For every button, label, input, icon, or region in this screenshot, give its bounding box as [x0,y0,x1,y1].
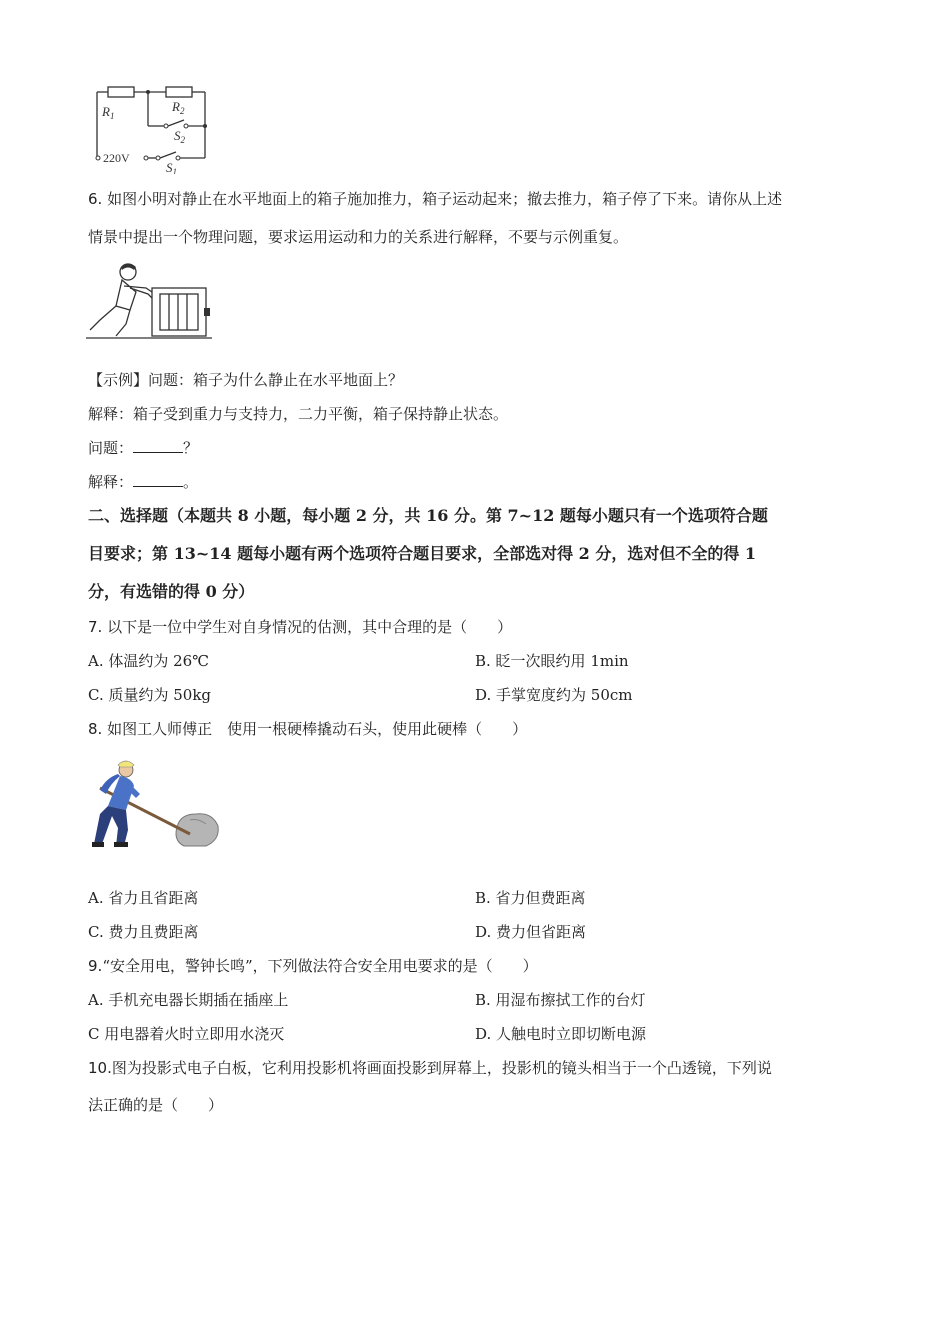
q6-answer-line [88,472,198,492]
r1-label: $R_1$ [102,104,115,121]
q10-text-line1: 图为投影式电子白板，它利用投影机将画面投影到屏幕上，投影机的镜头相当于一个凸透镜，下列说 [111,1059,772,1077]
q9-line [88,956,538,976]
q6-example-line2: 解释：箱子受到重力与支持力，二力平衡，箱子保持静止状态。 [88,405,509,423]
q9-text: “安全用电，警钟长鸣”，下列做法符合安全用电要求的是（ ） [102,957,538,975]
q10-line1 [88,1058,772,1078]
voltage-label: 220V [103,151,130,165]
q7-number: 7. [88,618,103,636]
q6-question-blank[interactable] [133,438,183,453]
q10-number: 10. [88,1059,112,1077]
q7-option-d[interactable]: D. 手掌宽度约为 50cm [475,686,633,704]
q8-option-d[interactable]: D. 费力但省距离 [475,923,587,941]
q6-example-line1: 【示例】问题：箱子为什么静止在水平地面上？ [88,371,404,389]
q6-answer-prefix: 解释： [88,473,134,491]
q6-text-line1: 如图小明对静止在水平地面上的箱子施加推力，箱子运动起来；撤去推力，箱子停了下来。请你从上述 [107,190,783,208]
q7-option-c[interactable]: C. 质量约为 50kg [88,686,212,704]
push-box-figure [86,258,214,342]
q8-option-c[interactable]: C. 费力且费距离 [88,923,199,941]
q6-text-line2: 情景中提出一个物理问题，要求运用运动和力的关系进行解释，不要与示例重复。 [88,228,629,246]
q6-answer-blank[interactable] [133,472,183,487]
q9-option-b[interactable]: B. 用湿布擦拭工作的台灯 [475,991,646,1009]
q6-question-suffix: ？ [183,439,199,457]
q8-option-a[interactable]: A. 省力且省距离 [88,889,199,907]
q8-option-b[interactable]: B. 省力但费距离 [475,889,586,907]
s2-label: $S_2$ [174,128,185,145]
q9-number: 9. [88,957,103,975]
q8-text: 如图工人师傅正 使用一根硬棒撬动石头，使用此硬棒（ ） [107,720,528,738]
q6-line1 [88,189,782,209]
s1-label: $S_1$ [166,160,177,174]
q8-number: 8. [88,720,103,738]
section2-line1: 二、选择题（本题共 8 小题，每小题 2 分，共 16 分。第 7~12 题每小题只有一个选项符合题 [88,506,768,525]
q6-answer-suffix: 。 [183,473,199,491]
q7-line [88,617,512,637]
q8-line [88,719,527,739]
r2-label: $R_2$ [172,99,185,116]
q9-option-c[interactable]: C 用电器着火时立即用水浇灭 [88,1025,285,1043]
q6-number: 6. [88,190,103,208]
section2-line2: 目要求；第 13~14 题每小题有两个选项符合题目要求，全部选对得 2 分，选对但不全的得 1 [88,544,757,563]
q7-option-a[interactable]: A. 体温约为 26℃ [88,652,210,670]
q10-text-line2: 法正确的是（ ） [88,1096,224,1114]
q7-text: 以下是一位中学生对自身情况的估测，其中合理的是（ ） [107,618,513,636]
q7-option-b[interactable]: B. 眨一次眼约用 1min [475,652,629,670]
worker-lever-figure [86,754,226,852]
q6-question-prefix: 问题： [88,439,134,457]
q6-question-line [88,438,198,458]
q9-option-d[interactable]: D. 人触电时立即切断电源 [475,1025,647,1043]
section2-line3: 分，有选错的得 0 分） [88,582,255,601]
q9-option-a[interactable]: A. 手机充电器长期插在插座上 [88,991,289,1009]
circuit-diagram [88,82,213,174]
